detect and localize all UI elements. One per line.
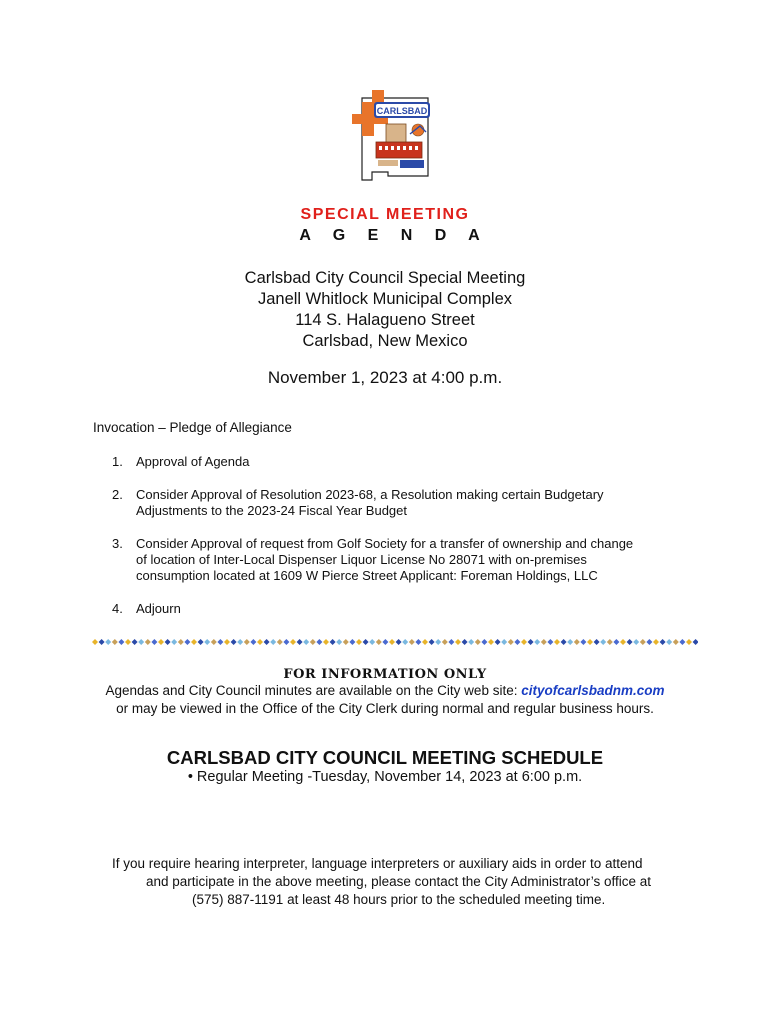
- diamond-mark: [165, 639, 171, 645]
- diamond-mark: [587, 639, 593, 645]
- diamond-mark: [231, 639, 237, 645]
- meeting-address: [0, 268, 770, 352]
- diamond-mark: [211, 639, 217, 645]
- agenda-title: A G E N D A: [299, 227, 489, 244]
- diamond-mark: [376, 639, 382, 645]
- diamond-mark: [673, 639, 679, 645]
- diamond-mark: [455, 639, 461, 645]
- diamond-mark: [171, 639, 177, 645]
- logo-text: CARLSBAD: [376, 106, 428, 116]
- diamond-mark: [574, 639, 580, 645]
- diamond-mark: [541, 639, 547, 645]
- diamond-mark: [257, 639, 263, 645]
- agenda-item-text: Approval of Agenda: [136, 454, 250, 469]
- carlsbad-new-mexico-logo: [348, 84, 440, 184]
- diamond-mark: [283, 639, 289, 645]
- for-information-heading: FOR INFORMATION ONLY: [283, 667, 487, 682]
- diamond-mark: [409, 639, 415, 645]
- diamond-mark: [481, 639, 487, 645]
- diamond-mark: [547, 639, 553, 645]
- diamond-mark: [627, 639, 633, 645]
- diamond-mark: [316, 639, 322, 645]
- diamond-mark: [600, 639, 606, 645]
- diamond-mark: [184, 639, 190, 645]
- diamond-mark: [607, 639, 613, 645]
- diamond-mark: [349, 639, 355, 645]
- agenda-item-number: 1.: [112, 454, 123, 469]
- diamond-mark: [561, 639, 567, 645]
- diamond-mark: [415, 639, 421, 645]
- accessibility-notice: and participate in the above meeting, please contact the City Administrator’s office at: [146, 874, 652, 889]
- diamond-mark: [646, 639, 652, 645]
- diamond-mark: [534, 639, 540, 645]
- agenda-item-text: of location of Inter-Local Dispenser Liquor License No 28071 with on-premises: [136, 552, 587, 567]
- diamond-mark: [666, 639, 672, 645]
- diamond-mark: [270, 639, 276, 645]
- accessibility-notice: If you require hearing interpreter, language interpreters or auxiliary aids in order to attend: [112, 856, 643, 871]
- invocation: Invocation – Pledge of Allegiance: [93, 420, 292, 435]
- diamond-mark: [594, 639, 600, 645]
- accessibility-notice: (575) 887-1191 at least 48 hours prior to the scheduled meeting time.: [192, 892, 606, 907]
- diamond-mark: [402, 639, 408, 645]
- diamond-mark: [244, 639, 250, 645]
- agenda-item-text: Adjourn: [136, 601, 181, 616]
- diamond-mark: [290, 639, 296, 645]
- diamond-mark: [567, 639, 573, 645]
- diamond-mark: [158, 639, 164, 645]
- info-line: or may be viewed in the Office of the City Clerk during normal and regular business hours.: [116, 701, 654, 716]
- address-line: Carlsbad City Council Special Meeting: [244, 269, 526, 287]
- agenda-item-text: Consider Approval of request from Golf Society for a transfer of ownership and change: [136, 536, 634, 551]
- diamond-mark: [264, 639, 270, 645]
- diamond-mark: [363, 639, 369, 645]
- diamond-mark: [343, 639, 349, 645]
- meeting-date: November 1, 2023 at 4:00 p.m.: [267, 368, 503, 387]
- diamond-mark: [178, 639, 184, 645]
- diamond-mark: [508, 639, 514, 645]
- agenda-item-text: Adjustments to the 2023-24 Fiscal Year Budget: [136, 503, 408, 518]
- diamond-mark: [198, 639, 204, 645]
- diamond-mark: [145, 639, 151, 645]
- diamond-mark: [554, 639, 560, 645]
- agenda-item-number: 2.: [112, 487, 123, 502]
- diamond-mark: [528, 639, 534, 645]
- diamond-mark: [132, 639, 138, 645]
- diamond-mark: [112, 639, 118, 645]
- agenda-item-text: consumption located at 1609 W Pierce Street Applicant: Foreman Holdings, LLC: [136, 568, 598, 583]
- diamond-mark: [138, 639, 144, 645]
- diamond-mark: [303, 639, 309, 645]
- diamond-mark: [356, 639, 362, 645]
- diamond-mark: [660, 639, 666, 645]
- diamond-mark: [501, 639, 507, 645]
- diamond-mark: [514, 639, 520, 645]
- agenda-item-text: Consider Approval of Resolution 2023-68, a Resolution making certain Budgetary: [136, 487, 604, 502]
- diamond-mark: [429, 639, 435, 645]
- diamond-mark: [686, 639, 692, 645]
- diamond-mark: [105, 639, 111, 645]
- diamond-mark: [475, 639, 481, 645]
- agenda-item-number: 3.: [112, 536, 123, 551]
- diamond-mark: [640, 639, 646, 645]
- diamond-mark: [330, 639, 336, 645]
- diamond-mark: [323, 639, 329, 645]
- diamond-mark: [336, 639, 342, 645]
- diamond-mark: [204, 639, 210, 645]
- diamond-mark: [237, 639, 243, 645]
- address-line: Janell Whitlock Municipal Complex: [257, 290, 512, 308]
- diamond-mark: [435, 639, 441, 645]
- diamond-mark: [382, 639, 388, 645]
- diamond-mark: [396, 639, 402, 645]
- diamond-mark: [495, 639, 501, 645]
- diamond-mark: [118, 639, 124, 645]
- diamond-mark: [297, 639, 303, 645]
- diamond-mark: [653, 639, 659, 645]
- diamond-mark: [693, 639, 698, 645]
- schedule-heading: CARLSBAD CITY COUNCIL MEETING SCHEDULE: [166, 747, 604, 768]
- address-line: 114 S. Halagueno Street: [295, 311, 475, 329]
- diamond-mark: [277, 639, 283, 645]
- diamond-mark: [462, 639, 468, 645]
- special-meeting-title: SPECIAL MEETING: [300, 206, 470, 223]
- address-line: Carlsbad, New Mexico: [302, 332, 468, 350]
- diamond-mark: [310, 639, 316, 645]
- info-text: Agendas and City Council minutes are available on the City web site:: [105, 683, 522, 698]
- diamond-mark: [633, 639, 639, 645]
- diamond-border-icon: [92, 637, 698, 647]
- diamond-mark: [99, 639, 105, 645]
- schedule-item: • Regular Meeting -Tuesday, November 14, 2023 at 6:00 p.m.: [187, 769, 583, 785]
- diamond-mark: [422, 639, 428, 645]
- diamond-mark: [250, 639, 256, 645]
- diamond-mark: [488, 639, 494, 645]
- diamond-mark: [191, 639, 197, 645]
- diamond-mark: [369, 639, 375, 645]
- diamond-mark: [521, 639, 527, 645]
- diamond-mark: [92, 639, 98, 645]
- diamond-mark: [389, 639, 395, 645]
- diamond-mark: [442, 639, 448, 645]
- diamond-mark: [468, 639, 474, 645]
- diamond-mark: [613, 639, 619, 645]
- city-website-link[interactable]: cityofcarlsbadnm.com: [521, 683, 665, 698]
- diamond-mark: [151, 639, 157, 645]
- agenda-item-number: 4.: [112, 601, 123, 616]
- diamond-mark: [217, 639, 223, 645]
- info-line: [0, 683, 770, 698]
- diamond-mark: [125, 639, 131, 645]
- diamond-mark: [448, 639, 454, 645]
- diamond-mark: [679, 639, 685, 645]
- diamond-mark: [580, 639, 586, 645]
- diamond-mark: [620, 639, 626, 645]
- diamond-mark: [224, 639, 230, 645]
